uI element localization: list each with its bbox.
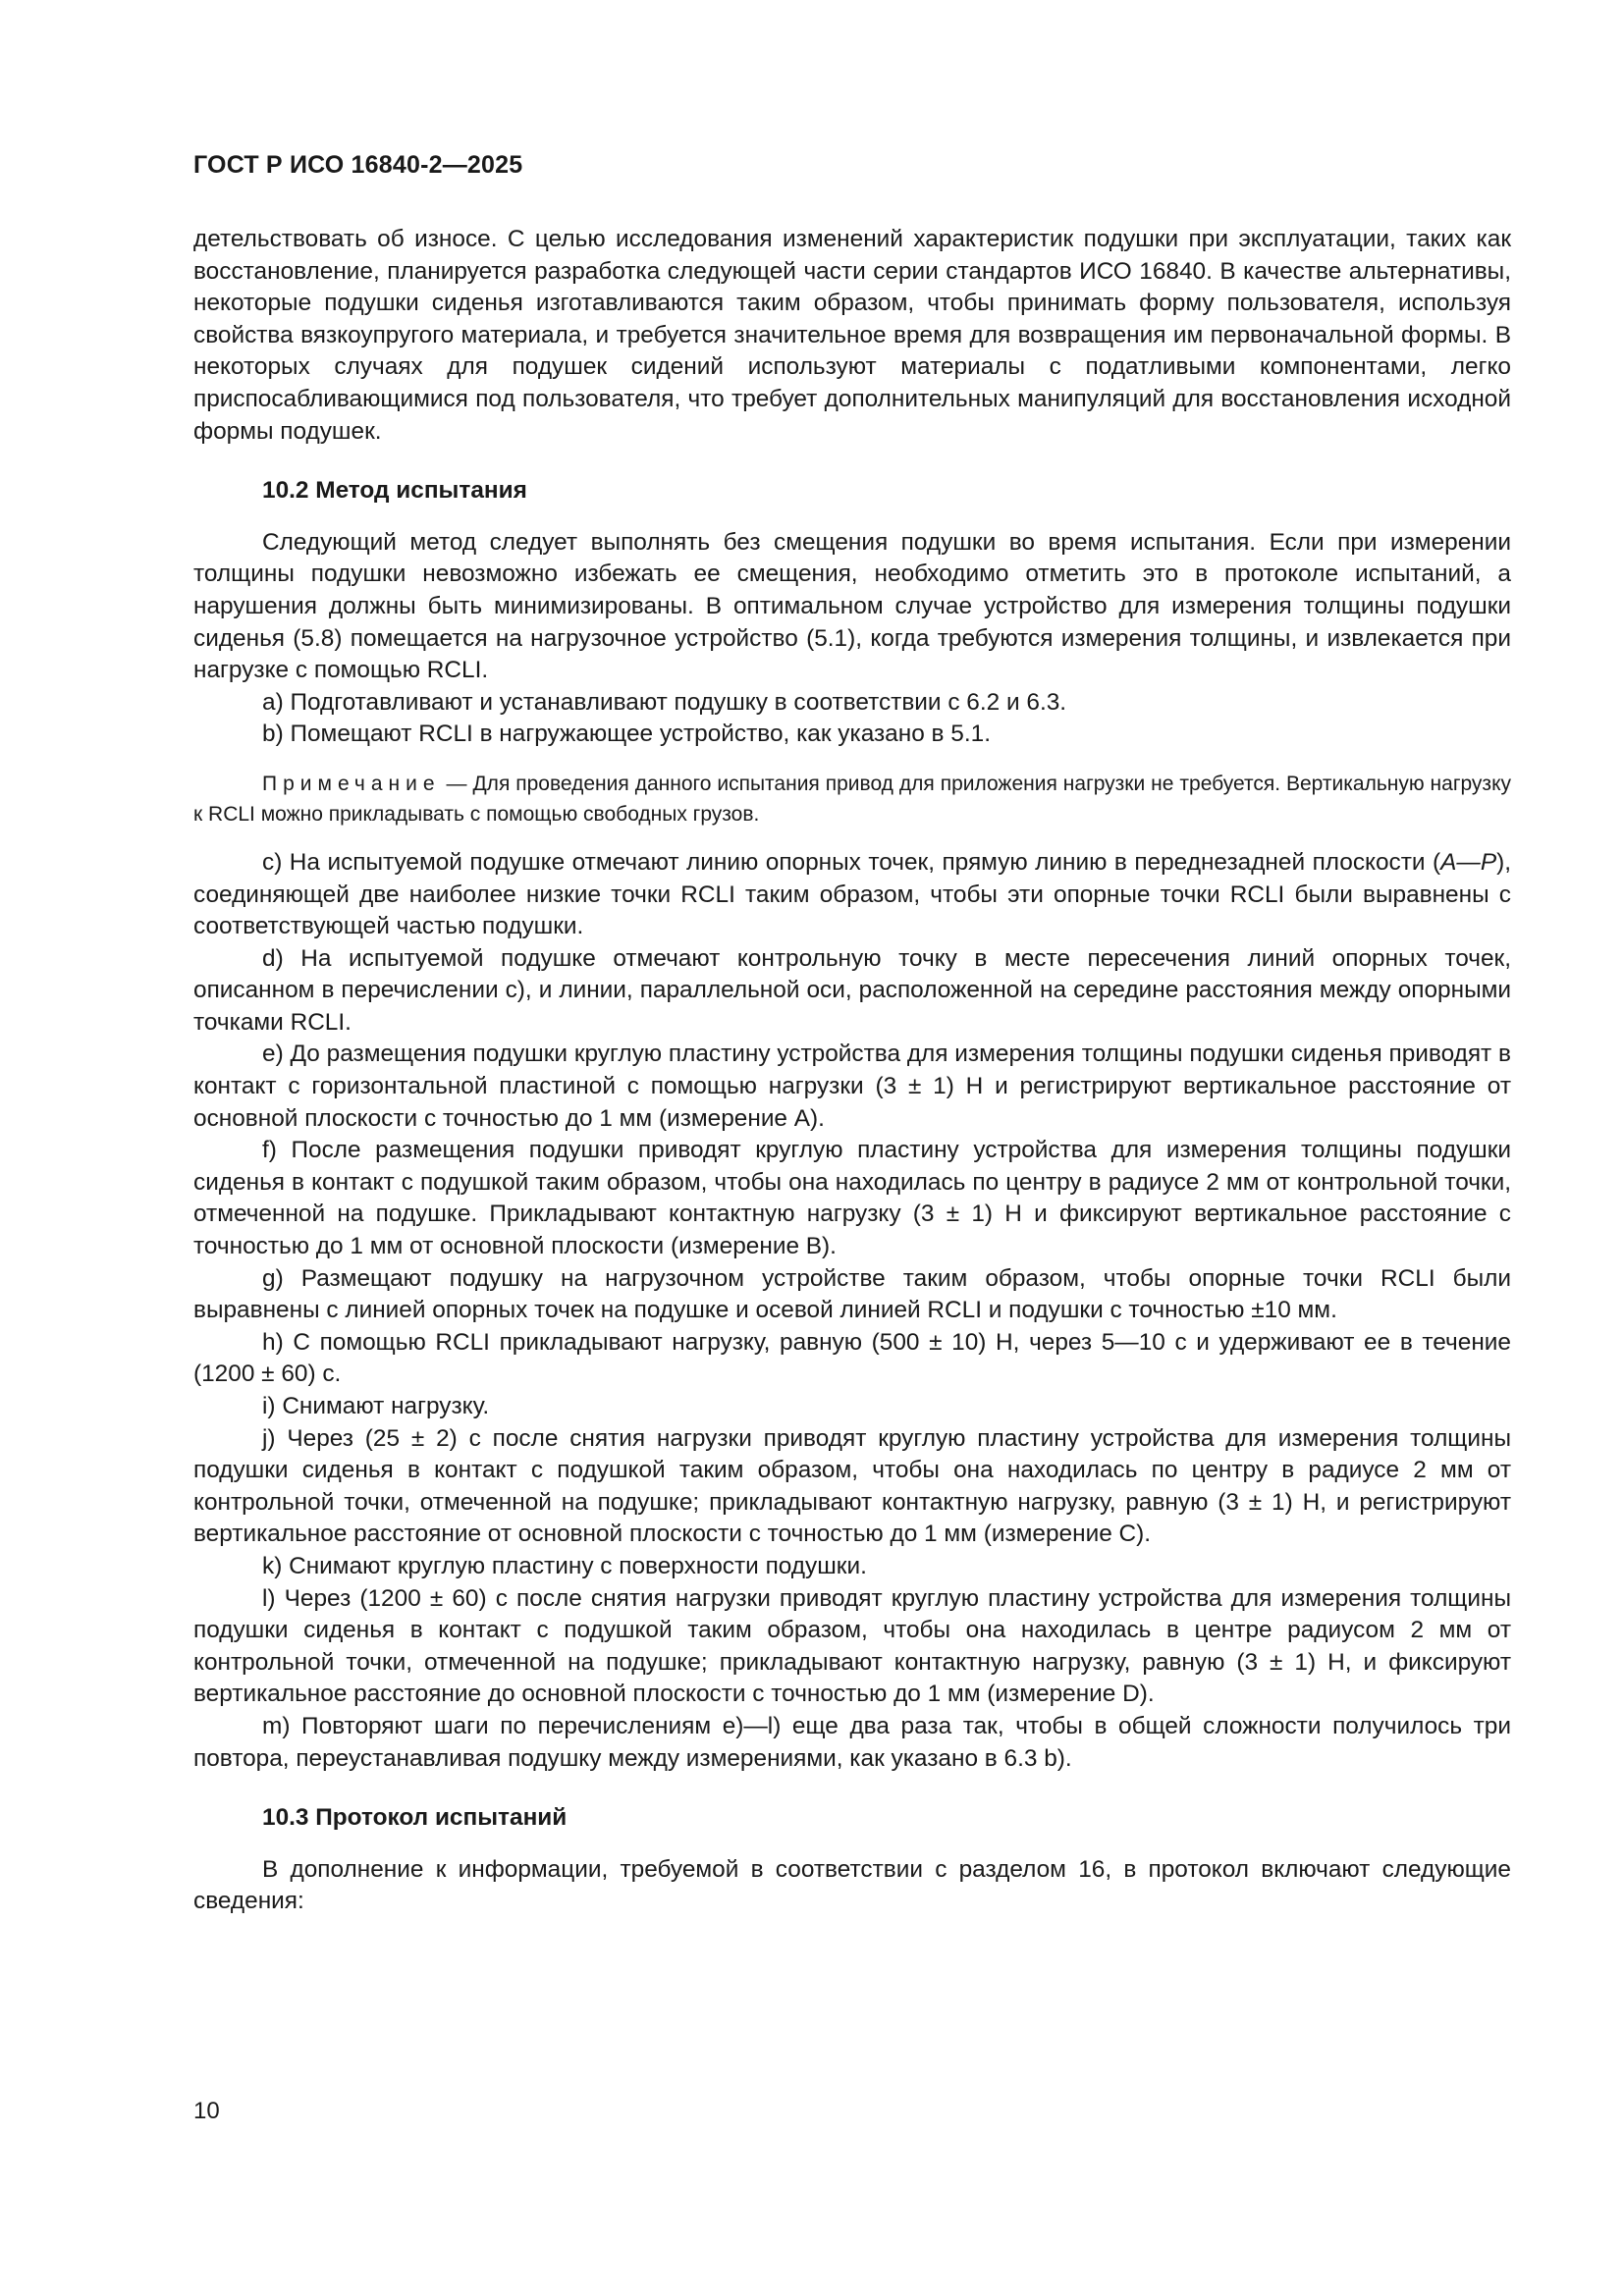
step-i: i) Снимают нагрузку. [262, 1393, 490, 1419]
step-k: k) Снимают круглую пластину с поверхности подушки. [262, 1552, 867, 1579]
step-g: g) Размещают подушку на нагрузочном устройстве таким образом, чтобы опорные точки RCLI были выравнены с линией опорных точек на подушке и осевой линией RCLI и подушки с точностью ±10 мм. [193, 1264, 1511, 1324]
step-m: m) Повторяют шаги по перечислениям е)—l) еще два раза так, чтобы в общей сложности получилось три повтора, переустанавливая подушку между измерениями, как указано в 6.3 b). [193, 1712, 1511, 1772]
step-e: е) До размещения подушки круглую пластину устройства для измерения толщины подушки сиденья приводят в контакт с горизонтальной пластиной с помощью нагрузки (3 ± 1) Н и регистрируют вертикальное расстояние от основной плоскости с точностью до 1 мм (измерение А). [193, 1041, 1511, 1132]
ap-plane-label: A—P [1440, 848, 1497, 876]
method-paragraph: Следующий метод следует выполнять без смещения подушки во время испытания. Если при измерении толщины подушки невозможно избежать ее смещения, необходимо отметить это в протоколе испытаний, а нарушения должны быть минимизированы. В оптимальном случае устройство для измерения толщины подушки сиденья (5.8) помещается на нагрузочное устройство (5.1), когда требуются измерения толщины, и извлекается при нагрузке с помощью RCLI. [193, 528, 1511, 684]
step-f: f) После размещения подушки приводят круглую пластину устройства для измерения толщины подушки сиденья в контакт с подушкой таким образом, чтобы она находилась по центру в радиусе 2 мм от контрольной точки, отмеченной на подушке. Прикладывают контактную нагрузку (3 ± 1) Н и фиксируют вертикальное расстояние с точностью до 1 мм от основной плоскости (измерение В). [193, 1137, 1511, 1260]
document-header: ГОСТ Р ИСО 16840-2—2025 [193, 151, 523, 179]
section-heading-10-3: 10.3 Протокол испытаний [262, 1804, 568, 1832]
note-text: — Для проведения данного испытания привод для приложения нагрузки не требуется. Вертикальную нагрузку к RCLI можно прикладывать с помощью свободных грузов. [193, 772, 1511, 826]
intro-paragraph: детельствовать об износе. С целью исследования изменений характеристик подушки при эксплуатации, таких как восстановление, планируется разработка следующей части серии стандартов ИСО 16840. В качестве альтернативы, некоторые подушки сиденья изготавливаются таким образом, чтобы принимать форму пользователя, используя свойства вязкоупругого материала, и требуется значительное время для возвращения им первоначальной формы. В некоторых случаях для подушек сидений используют материалы с податливыми компонентами, легко приспосабливающимися под пользователя, что требует дополнительных манипуляций для восстановления исходной формы подушек. [193, 226, 1511, 445]
page-number: 10 [193, 2098, 220, 2124]
step-a: а) Подготавливают и устанавливают подушку в соответствии с 6.2 и 6.3. [262, 688, 1067, 716]
step-j: j) Через (25 ± 2) с после снятия нагрузки приводят круглую пластину устройства для измерения толщины подушки сиденья в контакт с подушкой таким образом, чтобы она находилась по центру в радиусе 2 мм от контрольной точки, отмеченной на подушке; прикладывают контактную нагрузку, равную (3 ± 1) Н, и регистрируют вертикальное расстояние от основной плоскости с точностью до 1 мм (измерение С). [193, 1424, 1511, 1548]
note-label: Примечание [262, 772, 441, 795]
section-heading-10-2: 10.2 Метод испытания [262, 477, 527, 505]
step-h: h) С помощью RCLI прикладывают нагрузку, равную (500 ± 10) Н, через 5—10 с и удерживают ее в течение (1200 ± 60) с. [193, 1328, 1511, 1388]
step-d: d) На испытуемой подушке отмечают контрольную точку в месте пересечения линий опорных точек, описанном в перечислении с), и линии, параллельной оси, расположенной на середине расстояния между опорными точками RCLI. [193, 944, 1511, 1036]
note [193, 769, 1511, 829]
step-l: l) Через (1200 ± 60) с после снятия нагрузки приводят круглую пластину устройства для измерения толщины подушки сиденья в контакт с подушкой таким образом, чтобы она находилась в центре радиусом 2 мм от контрольной точки, отмеченной на подушке; прикладывают контактную нагрузку, равную (3 ± 1) Н, и фиксируют вертикальное расстояние до основной плоскости с точностью до 1 мм (измерение D). [193, 1584, 1511, 1708]
report-paragraph: В дополнение к информации, требуемой в соответствии с разделом 16, в протокол включают следующие сведения: [193, 1855, 1511, 1915]
document-body [193, 224, 1511, 1918]
step-c: с) На испытуемой подушке отмечают линию опорных точек, прямую линию в переднезадней плоскости (A—P), соединяющей две наиболее низкие точки RCLI таким образом, чтобы эти опорные точки RCLI были выравнены с соответствующей частью подушки. [193, 848, 1511, 940]
step-b: b) Помещают RCLI в нагружающее устройство, как указано в 5.1. [262, 721, 991, 748]
